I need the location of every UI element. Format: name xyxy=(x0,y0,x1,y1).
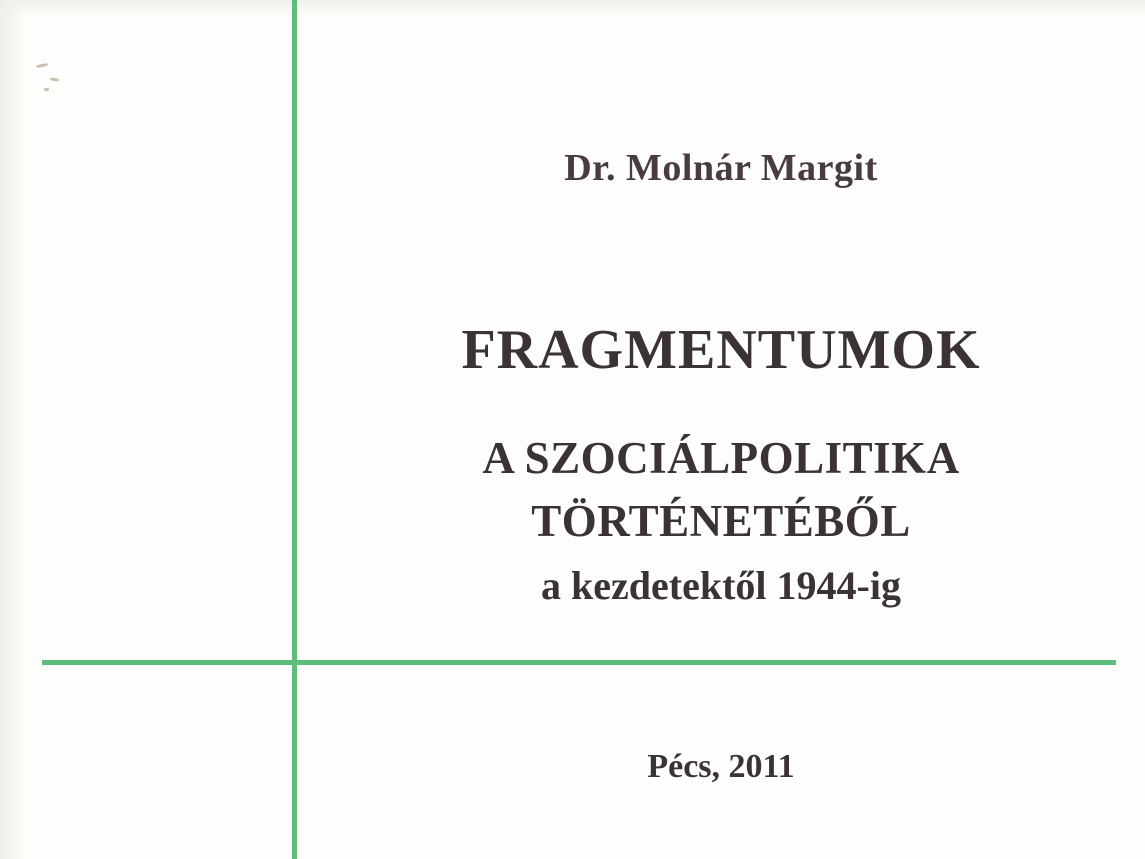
book-title: FRAGMENTUMOK xyxy=(461,319,981,381)
book-subtitle-line-3: a kezdetektől 1944-ig xyxy=(541,563,901,608)
paper-edge-shading-left xyxy=(0,0,26,859)
book-subtitle-line-1: A SZOCIÁLPOLITIKA xyxy=(482,433,960,483)
cover-text-block xyxy=(297,0,1145,859)
book-subtitle-line-2: TÖRTÉNETÉBŐL xyxy=(531,496,911,546)
author-name: Dr. Molnár Margit xyxy=(564,147,878,189)
scan-speck xyxy=(44,88,49,91)
imprint-place-year: Pécs, 2011 xyxy=(647,748,795,785)
scan-speck xyxy=(36,63,48,68)
scan-speck xyxy=(50,77,59,81)
